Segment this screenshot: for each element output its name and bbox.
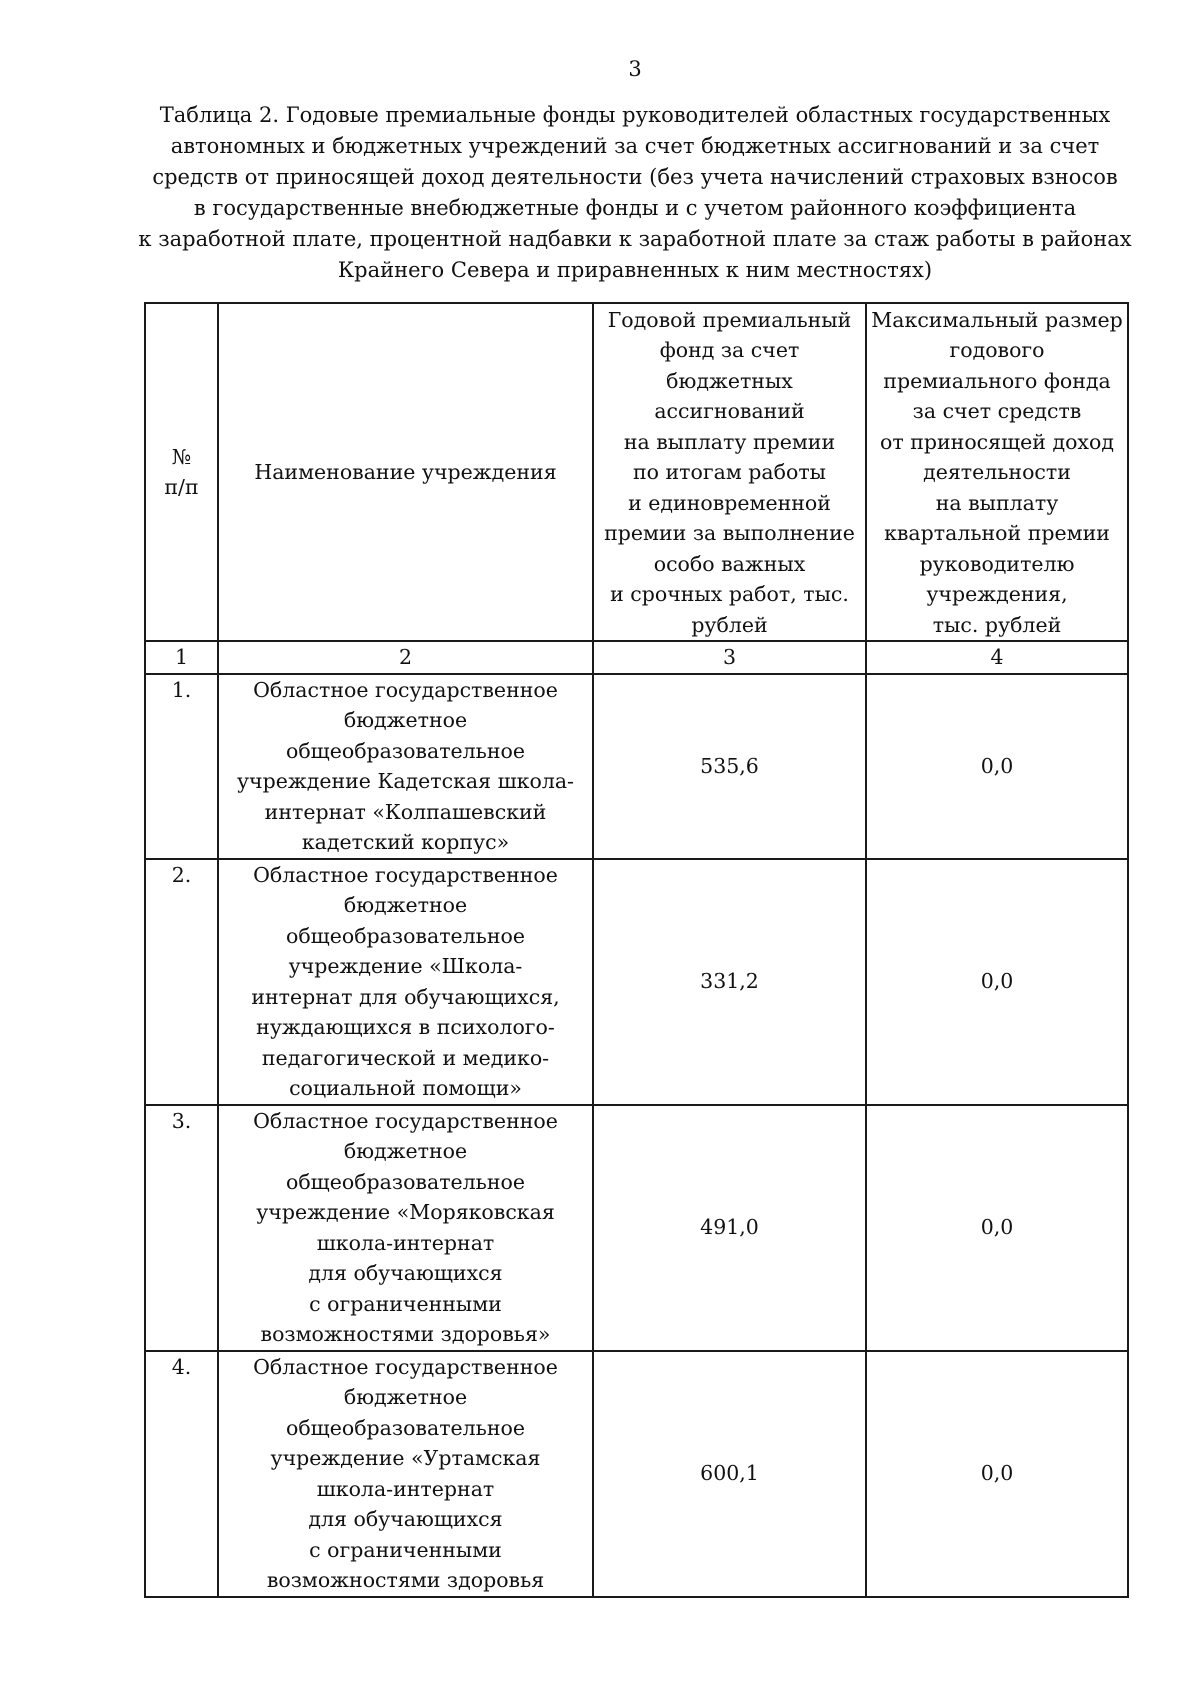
institution-name-line: Областное государственное (253, 677, 558, 702)
institution-name-line: кадетский корпус» (301, 830, 510, 854)
institution-name-line: бюджетное (343, 708, 468, 732)
header-budget-line: и единовременной (628, 490, 831, 515)
header-income-line: руководителю (919, 551, 1075, 576)
institution-name-line: нуждающихся в психолого- (256, 1015, 555, 1039)
header-num-line: п/п (164, 475, 199, 499)
institution-name-line: с ограниченными (309, 1291, 502, 1316)
header-name-line: Наименование учреждения (254, 459, 557, 484)
institution-name-line: Областное государственное (253, 1108, 558, 1133)
header-budget-line: по итогам работы (633, 460, 826, 484)
caption-line: автономных и бюджетных учреждений за счет бюджетных ассигнований и за счет (170, 134, 1100, 158)
row-number: 1. (145, 674, 218, 859)
income-fund-value: 0,0 (866, 1105, 1128, 1351)
institution-name-line: учреждение «Уртамская (270, 1446, 541, 1470)
institution-name-line: Областное государственное (253, 862, 558, 887)
header-budget-line: бюджетных (666, 368, 793, 393)
header-income-line: годового (949, 338, 1045, 362)
institution-name-line: школа-интернат (316, 1230, 495, 1255)
institution-name-line: бюджетное (343, 1139, 468, 1163)
row-number: 2. (145, 859, 218, 1105)
institution-name-line: общеобразовательное (286, 1169, 525, 1194)
header-budget-line: на выплату премии (623, 429, 836, 454)
institution-name (218, 1351, 593, 1597)
table-header-row (145, 303, 1128, 641)
caption-line: Таблица 2. Годовые премиальные фонды руководителей областных государственных (159, 103, 1111, 127)
institution-name-line: учреждение «Школа- (288, 954, 523, 978)
caption-line: к заработной плате, процентной надбавки к заработной плате за стаж работы в районах (138, 227, 1132, 251)
institution-name-line: общеобразовательное (286, 923, 525, 948)
header-income-fund (866, 303, 1128, 641)
header-budget-line: рублей (691, 612, 768, 637)
table-caption (120, 100, 1150, 286)
header-budget-fund (593, 303, 866, 641)
header-income-line: квартальной премии (884, 521, 1110, 545)
institution-name-line: общеобразовательное (286, 1415, 525, 1440)
institution-name-line: для обучающихся (308, 1261, 503, 1285)
header-income-line: учреждения, (926, 582, 1068, 606)
header-num (145, 303, 218, 641)
institution-name (218, 859, 593, 1105)
budget-fund-value: 600,1 (593, 1351, 866, 1597)
header-income-line: тыс. рублей (932, 612, 1062, 637)
institution-name-line: Областное государственное (253, 1354, 558, 1379)
table-row (145, 1351, 1128, 1597)
column-index-row (145, 641, 1128, 674)
institution-name-line: школа-интернат (316, 1476, 495, 1501)
institution-name-line: бюджетное (343, 1385, 468, 1409)
page-number: 3 (628, 57, 642, 81)
caption-line: Крайнего Севера и приравненных к ним местностях) (337, 258, 933, 282)
header-income-line: Максимальный размер (871, 307, 1123, 332)
institution-name-line: возможностями здоровья» (260, 1322, 551, 1346)
bonus-fund-table (144, 302, 1129, 1598)
header-budget-line: Годовой премиальный (607, 307, 852, 332)
institution-name (218, 674, 593, 859)
header-income-line: на выплату (935, 490, 1059, 515)
header-income-line: за счет средств (912, 399, 1082, 423)
header-income-line: премиального фонда (883, 368, 1111, 393)
caption-line: средств от приносящей доход деятельности (без учета начислений страховых взносов (152, 165, 1118, 189)
column-index: 1 (145, 641, 218, 674)
header-income-line: деятельности (923, 460, 1071, 484)
caption-line: в государственные внебюджетные фонды и с учетом районного коэффициента (193, 196, 1077, 220)
institution-name-line: общеобразовательное (286, 738, 525, 763)
institution-name-line: учреждение «Моряковская (256, 1200, 555, 1224)
budget-fund-value: 535,6 (593, 674, 866, 859)
institution-name-line: интернат для обучающихся, (251, 984, 560, 1009)
budget-fund-value: 331,2 (593, 859, 866, 1105)
institution-name (218, 1105, 593, 1351)
institution-name-line: бюджетное (343, 893, 468, 917)
column-index: 2 (218, 641, 593, 674)
income-fund-value: 0,0 (866, 674, 1128, 859)
row-number: 4. (145, 1351, 218, 1597)
institution-name-line: учреждение Кадетская школа- (237, 769, 574, 793)
institution-name-line: педагогической и медико- (261, 1045, 550, 1070)
header-budget-line: ассигнований (654, 399, 805, 423)
header-budget-line: особо важных (653, 551, 806, 576)
header-income-line: от приносящей доход (880, 429, 1114, 454)
header-budget-line: и срочных работ, тыс. (610, 582, 849, 606)
row-number: 3. (145, 1105, 218, 1351)
institution-name-line: социальной помощи» (289, 1076, 522, 1100)
institution-name-line: с ограниченными (309, 1537, 502, 1562)
budget-fund-value: 491,0 (593, 1105, 866, 1351)
column-index: 3 (593, 641, 866, 674)
institution-name-line: возможностями здоровья (266, 1568, 545, 1592)
column-index: 4 (866, 641, 1128, 674)
header-budget-line: фонд за счет (659, 338, 800, 362)
institution-name-line: интернат «Колпашевский (264, 799, 547, 824)
table-row (145, 1105, 1128, 1351)
table-row (145, 859, 1128, 1105)
table-row (145, 674, 1128, 859)
income-fund-value: 0,0 (866, 1351, 1128, 1597)
header-name (218, 303, 593, 641)
header-budget-line: премии за выполнение (604, 521, 855, 545)
header-num-line: № (171, 444, 192, 469)
income-fund-value: 0,0 (866, 859, 1128, 1105)
institution-name-line: для обучающихся (308, 1507, 503, 1531)
